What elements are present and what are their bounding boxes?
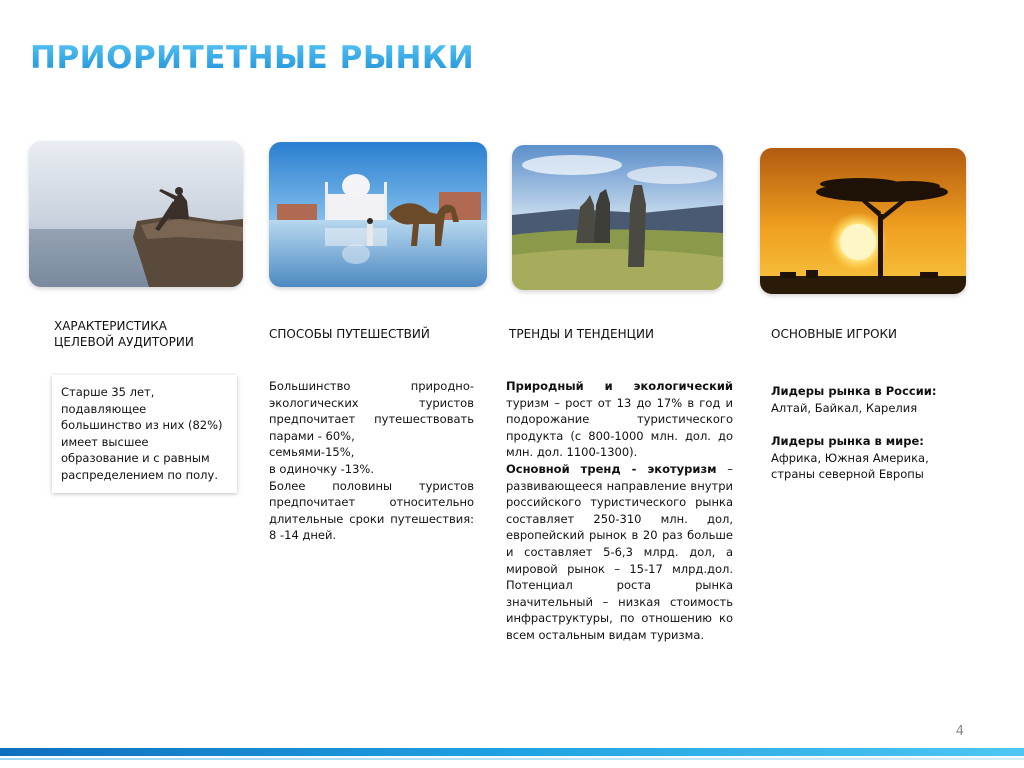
world-leaders-label: Лидеры рынка в мире:: [771, 434, 924, 449]
bottom-accent-bar: [0, 748, 1024, 756]
text-trends: [506, 378, 733, 644]
heading-key-players: ОСНОВНЫЕ ИГРОКИ: [771, 327, 898, 341]
heading-travel-methods: СПОСОБЫ ПУТЕШЕСТВИЙ: [269, 327, 430, 341]
travel-methods-p1: Большинство природно-экологических туристов предпочитает путешествовать парами - 60%,: [269, 379, 474, 443]
trends-p2: [506, 461, 733, 644]
text-key-players: [771, 383, 961, 483]
heading-trends: ТРЕНДЫ И ТЕНДЕНЦИИ: [509, 327, 654, 341]
text-travel-methods: [269, 378, 474, 544]
trends-text-2: – развивающееся направление внутри российского туристического рынка составляет 250-310 млн. дол, европейский рынок в 20 раз больше и составляет 5-6,3 млрд. дол, а мировой рынок – 15-17 млрд.дол. Потенциал роста рынка значительный – низкая стоимость инфраструктуры, по отношению ко всем остальным видам туризма.: [506, 461, 734, 642]
trends-bold-1: Природный и экологический: [506, 379, 733, 393]
bottom-accent-line: [0, 758, 1024, 760]
travel-methods-p3: в одиночку -13%.: [269, 461, 375, 476]
travel-methods-p4: Более половины туристов предпочитает относительно длительные сроки путешествия: 8 -14 дней.: [269, 478, 474, 543]
photo-taj-mahal-camel: [269, 142, 487, 287]
russia-leaders-label: Лидеры рынка в России:: [771, 384, 937, 398]
trends-p1: [506, 378, 733, 461]
text-target-audience: Старше 35 лет, подавляющее большинство из них (82%) имеет высшее образование и с равным распределением по полу.: [61, 385, 223, 482]
world-leaders-text: Африка, Южная Америка, страны северной Европы: [771, 450, 929, 482]
photo-african-sunset: [760, 148, 966, 294]
photo-person-on-cliff: [29, 141, 243, 287]
trends-bold-2: Основной тренд - экотуризм: [506, 461, 717, 476]
photo-stone-pillars: [512, 145, 723, 290]
travel-methods-p2: семьями-15%,: [269, 445, 355, 460]
russia-leaders-text: Алтай, Байкал, Карелия: [771, 400, 918, 415]
page-number: 4: [955, 724, 964, 739]
slide-title: ПРИОРИТЕТНЫЕ РЫНКИ: [30, 40, 475, 76]
trends-text-1: туризм – рост от 13 до 17% в год и подорожание туристического продукта (с 800-1000 млн. дол. до млн. дол. 1100-1300).: [506, 395, 733, 460]
heading-target-audience: ХАРАКТЕРИСТИКА ЦЕЛЕВОЙ АУДИТОРИИ: [54, 319, 194, 349]
